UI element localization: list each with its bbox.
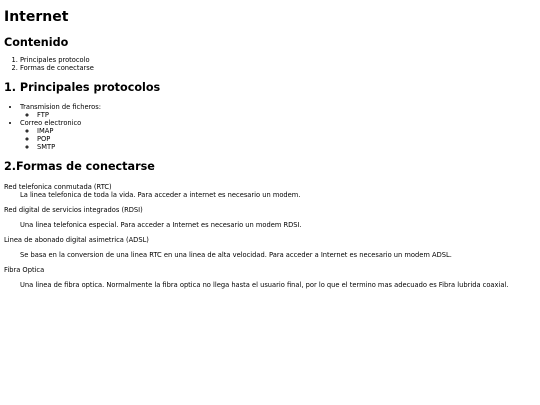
protocolo-group-ficheros xyxy=(20,103,536,119)
protocolo-sublist xyxy=(20,127,536,151)
formas-term: Red digital de servicios integrados (RDSI) xyxy=(4,206,143,214)
formas-heading: 2.Formas de conectarse xyxy=(4,160,155,173)
formas-desc: Una linea de fibra optica. Normalmente la fibra optica no llega hasta el usuario final, por lo que el termino mas adecuado es Fibra lubrida coaxial. xyxy=(20,281,509,289)
formas-term: Fibra Optica xyxy=(4,266,45,274)
formas-entry-rtc xyxy=(4,183,536,199)
formas-term: Linea de abonado digital asimetrica (ADSL) xyxy=(4,236,149,244)
formas-entry-rdsi xyxy=(4,206,536,229)
formas-entry-adsl xyxy=(4,236,536,259)
protocolo-group-correo xyxy=(20,119,536,151)
formas-desc: La linea telefonica de toda la vida. Para acceder a internet es necesario un modem. xyxy=(20,191,301,199)
formas-desc: Una linea telefonica especial. Para acceder a Internet es necesario un modem RDSI. xyxy=(20,221,302,229)
protocolo-group-label: Transmision de ficheros: xyxy=(20,103,101,111)
formas-term: Red telefonica conmutada (RTC) xyxy=(4,183,112,191)
protocolo-item: ◦ IMAP xyxy=(37,127,536,135)
protocolo-sublist xyxy=(20,111,536,119)
protocolos-list xyxy=(4,103,536,151)
formas-entry-fibra xyxy=(4,266,536,289)
protocolo-item: ◦ SMTP xyxy=(37,143,536,151)
contenido-item-formas: 2. Formas de conectarse xyxy=(20,64,536,72)
contenido-list xyxy=(4,56,536,72)
contenido-item-protocolo: 1. Principales protocolo xyxy=(20,56,536,64)
formas-desc: Se basa en la conversion de una linea RTC en una linea de alta velocidad. Para acceder a Internet es necesario un modem ADSL. xyxy=(20,251,452,259)
protocolo-group-label: Correo electronico xyxy=(20,119,82,127)
protocolo-item: ◦ FTP xyxy=(37,111,536,119)
protocolos-heading: 1. Principales protocolos xyxy=(4,81,161,94)
protocolo-item: ◦ POP xyxy=(37,135,536,143)
page-title: Internet xyxy=(4,9,69,25)
contenido-heading: Contenido xyxy=(4,36,69,49)
